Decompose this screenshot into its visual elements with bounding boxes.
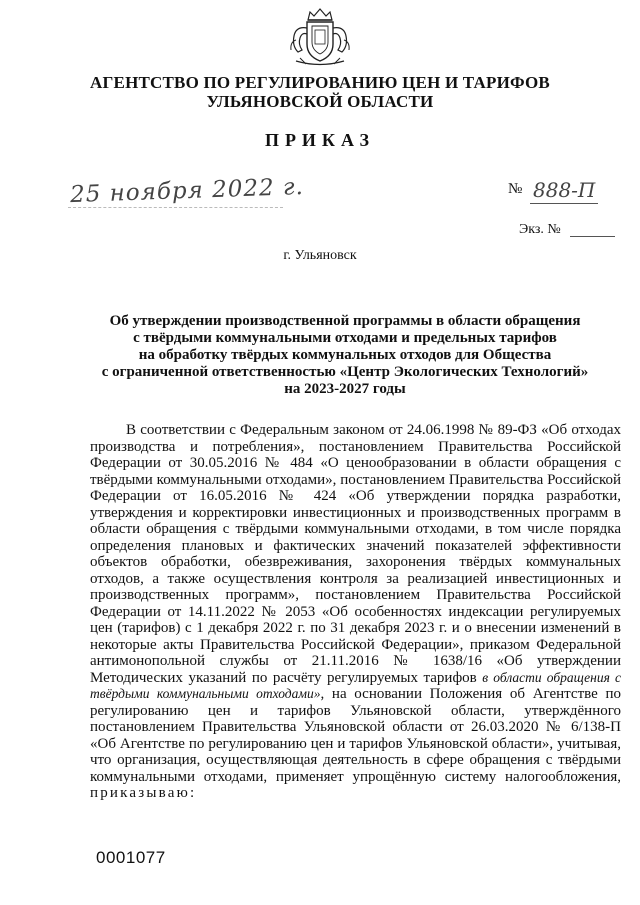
agency-name-line2: УЛЬЯНОВСКОЙ ОБЛАСТИ: [206, 92, 434, 111]
date-underline: [68, 207, 283, 208]
handwritten-order-number: 888-П: [533, 178, 596, 202]
title-line: с твёрдыми коммунальными отходами и предельных тарифов: [133, 330, 557, 346]
agency-name: [60, 73, 580, 111]
handwritten-date: 25 ноября 2022 г.: [69, 173, 305, 209]
document-title: [90, 313, 600, 398]
copy-number-label: Экз. №: [519, 222, 561, 237]
body-text-part: , на основании Положения об Агентстве по регулированию цен и тарифов Ульяновской области, утверждённого постановлением Правительства Ульяновской области от 26.03.2020 № 6/138-П «Об Агентстве по регулированию цен и тарифов Ульяновской области», учитывая, что организация, осуществляющая деятельность в сфере обращения с твёрдыми коммунальными отходами, применяет упрощённую систему налогообложения,: [90, 686, 621, 785]
body-text-part: В соответствии с Федеральным законом от 24.06.1998 № 89-ФЗ «Об отходах производства и потребления», постановлением Правительства Российской Федерации от 30.05.2016 № 484 «О ценообразовании в области обращения с твёрдыми коммунальными отходами», постановлением Правительства Российской Федерации от 16.05.2016 № 424 «Об утверждении порядка разработки, утверждения и корректировки инвестиционных и производственных программ в области обращения с твёрдыми коммунальными отходами, в том числе порядка определения плановых и фактических значений показателей эффективности объектов обработки, обезвреживания, захоронения твёрдых коммунальных отходов, а также осуществления контроля за реализацией инвестиционных и производственных программ», постановлением Правительства Российской Федерации от 14.11.2022 № 2053 «Об особенностях индексации регулируемых цен (тарифов) с 1 декабря 2022 г. по 31 декабря 2023 г. и о внесении изменений в некоторые акты Правительства Российской Федерации», приказом Федеральной антимонопольной службы от 21.11.2016 № 1638/16 «Об утверждении Методических указаний по расчёту регулируемых тарифов: [90, 422, 621, 686]
title-line: с ограниченной ответственностью «Центр Экологических Технологий»: [101, 364, 589, 380]
agency-name-line1: АГЕНТСТВО ПО РЕГУЛИРОВАНИЮ ЦЕН И ТАРИФОВ: [90, 73, 550, 92]
number-sign: №: [508, 181, 523, 197]
body-paragraph: [90, 422, 621, 802]
document-serial-number: 0001077: [96, 848, 166, 867]
city-line: г. Ульяновск: [283, 248, 357, 263]
title-line: на 2023-2027 годы: [284, 381, 406, 397]
order-number-label: [508, 181, 522, 198]
order-word: приказываю:: [90, 785, 197, 801]
title-line: Об утверждении производственной программы в области обращения: [109, 313, 581, 329]
number-underline: [530, 203, 598, 204]
document-type: ПРИКАЗ: [264, 130, 376, 150]
copy-number-blank: [570, 236, 615, 237]
title-line: на обработку твёрдых коммунальных отходов для Общества: [138, 347, 552, 363]
ulyanovsk-coat-of-arms-icon: [286, 6, 354, 68]
body-text-small-part: в области обращения с твёрдыми коммунальными отходами»: [90, 669, 621, 701]
